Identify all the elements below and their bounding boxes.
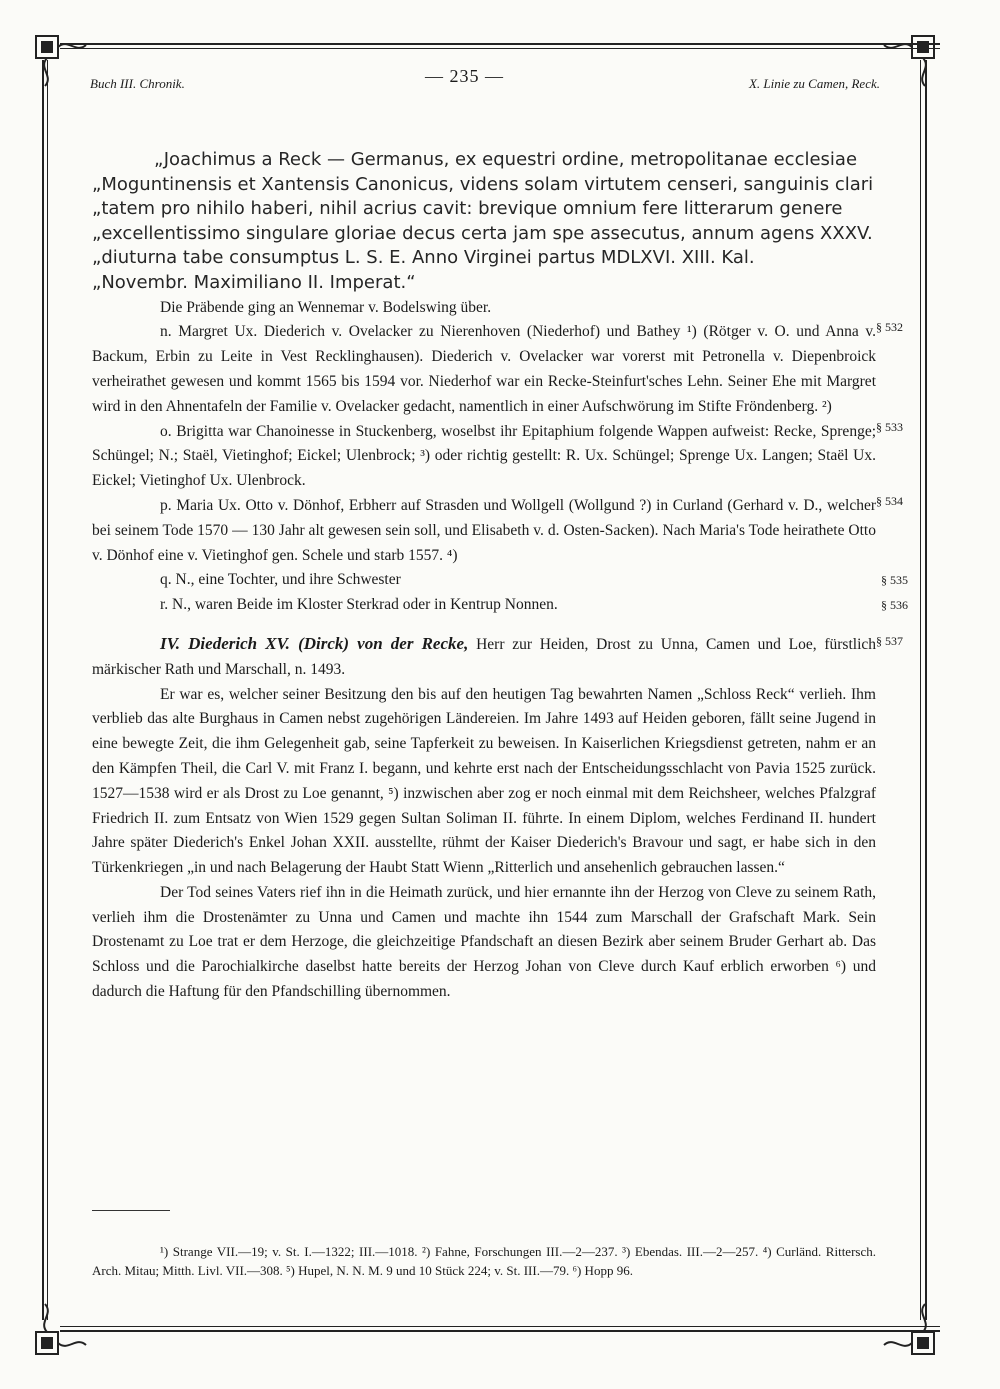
corner-ornament-top-left-icon xyxy=(28,28,88,88)
frame-top xyxy=(60,43,940,45)
paragraph-r: r. N., waren Beide im Kloster Sterkrad oder in Kentrup Nonnen. xyxy=(160,596,558,614)
entry-iv xyxy=(92,632,903,683)
section-marker: § 535 xyxy=(881,573,908,588)
section-marker: § 537 xyxy=(876,633,903,648)
entry-r xyxy=(92,593,908,618)
page-number: — 235 — xyxy=(425,66,504,86)
footnote-rule xyxy=(92,1210,170,1211)
paragraph-der-tod: Der Tod seines Vaters rief ihn in die Heimath zurück, und hier ernannte ihn der Herzog von Cleve zu seinem Rath, verlieh ihm die Drostenämter zu Unna und Camen und machte ihn 1544 zum Marschall der Grafschaft Mark. Sein Drostenamt zu Loe trat er dem Herzoge, die gleichzeitige Pfandschaft an diesen Bezirk aber seinem Bruder Gerhart ab. Das Schloss und die Parochialkirche daselbst hatte bereits der Herzog Johan von Cleve durch Kauf erblich erworben ⁶) und dadurch die Haftung für den Pfandschilling übernommen. xyxy=(92,883,876,1001)
frame-bottom-inner xyxy=(60,1326,940,1327)
heading-label: IV. Diederich XV. (Dirck) von der Recke, xyxy=(160,633,469,653)
epitaph-line: „Moguntinensis et Xantensis Canonicus, videns solam virtutem censeri, sanguinis clari xyxy=(92,173,874,195)
frame-right-inner xyxy=(920,60,921,1320)
footnotes xyxy=(92,1242,876,1280)
heading-text: Herr zur Heiden, Drost zu Unna, Camen und Loe, fürstlich märkischer Rath und Marschall, n. 1493. xyxy=(92,635,877,678)
corner-ornament-bottom-right-icon xyxy=(882,1302,942,1362)
frame-bottom xyxy=(60,1330,940,1332)
epitaph-line: „diuturna tabe consumptus L. S. E. Anno Virginei partus MDLXVI. XIII. Kal. xyxy=(92,247,755,269)
epitaph-line: „tatem pro nihilo haberi, nihil acrius cavit: brevique omnium fere litterarum genere xyxy=(92,198,843,220)
paragraph-brigitta: o. Brigitta war Chanoinesse in Stuckenberg, woselbst ihr Epitaphium folgende Wappen aufweist: Recke, Sprenge; Schüngel; N.; Staël, Vietinghof; Eickel; Ulenbrock; ³) oder richtig gestellt: R. Ux. Schüngel; Sprenge Ux. Langen; Staël Ux. Eickel; Vietinghof Ux. Ulenbrock. xyxy=(92,422,876,490)
heading-diederich xyxy=(92,632,876,683)
section-marker: § 532 xyxy=(876,320,903,335)
entry-q xyxy=(92,568,908,593)
paragraph-maria: p. Maria Ux. Otto v. Dönhof, Erbherr auf Strasden und Wollgell (Wollgund ?) in Curland (Gerhard v. D., welcher bei seinem Tode 1570 — 130 Jahr alt gewesen sein soll, und Elisabeth v. d. Osten-Sacken). Nach Maria's Tode heirathete Otto v. Dönhof eine v. Vietinghof gen. Schele und starb 1557. ⁴) xyxy=(92,496,876,564)
epitaph-line: „Joachimus a Reck — Germanus, ex equestri ordine, metropolitanae ecclesiae xyxy=(154,149,858,170)
epitaph-line: „excellentissimo singulare gloriae decus certa jam spe assecutus, annum agens XXXV. xyxy=(92,222,873,244)
frame-right xyxy=(925,60,927,1320)
header-section-title: X. Linie zu Camen, Reck. xyxy=(748,76,880,91)
epitaph-line: „Novembr. Maximiliano II. Imperat.“ xyxy=(92,271,416,293)
section-marker: § 534 xyxy=(876,493,903,508)
paragraph-q: q. N., eine Tochter, und ihre Schwester xyxy=(160,571,401,589)
epitaph-inscription xyxy=(92,148,876,296)
paragraph-margret: n. Margret Ux. Diederich v. Ovelacker zu Nierenhoven (Niederhof) und Bathey ¹) (Rötger v. O. und Anna v. Backum, Erbin zu Leite in Vest Recklinghausen). Diederich v. Ovelacker war vorerst mit Petronella v. Diepenbroick verheirathet gewesen und kommt 1565 bis 1594 vor. Niederhof war ein Recke-Steinfurt'sches Lehn. Seiner Ehe mit Margret wird in den Ahnentafeln der Familie v. Ovelacker gedacht, namentlich in einer Aufschwörung im Stifte Fröndenberg. ²) xyxy=(92,323,876,415)
header-book-title: Buch III. Chronik. xyxy=(90,76,185,91)
section-marker: § 536 xyxy=(881,598,908,613)
page-body xyxy=(92,148,908,1005)
paragraph-er-war-es: Er war es, welcher seiner Besitzung den bis auf den heutigen Tag bewahrten Namen „Schloss Reck“ verlieh. Ihm verblieb das alte Burghaus in Camen nebst zugehörigen Ländereien. Im Jahre 1493 auf Heiden geboren, fällt seine Jugend in eine bewegte Zeit, die ihm Gelegenheit gab, seine Tapferkeit zu beweisen. In Kaiserlichen Kriegsdienst getreten, nahm er an den Kämpfen Theil, die Carl V. mit Franz I. begann, und kehrte erst nach der Entscheidungsschlacht von Pavia 1525 zurück. 1527—1538 wird er als Drost zu Loe genannt, ⁵) inzwischen aber zog er noch einmal mit dem Reichsheer, welches Pfalzgraf Friedrich II. zum Entsatz von Wien 1529 gegen Sultan Soliman II. führte. In einem Diplom, welches Ferdinand II. hundert Jahre später Diederich's Enkel Johan XXII. ausstellte, rühmt der Kaiser Diederich's Bravour und sagt, er habe sich in den Türkenkriegen „in und nach Belagerung der Haubt Statt Wienn „Ritterlich und ansehenlich gebrauchen lassen.“ xyxy=(92,685,876,877)
frame-left-inner xyxy=(47,60,48,1320)
frame-top-inner xyxy=(60,48,940,49)
entry-n xyxy=(92,320,903,419)
running-header xyxy=(90,66,880,96)
entry-o xyxy=(92,419,903,494)
section-marker: § 533 xyxy=(876,419,903,434)
corner-ornament-bottom-left-icon xyxy=(28,1302,88,1362)
footnote-text: ¹) Strange VII.—19; v. St. I.—1322; III.—1018. ²) Fahne, Forschungen III.—2—237. ³) Ebendas. III.—2—257. ⁴) Curländ. Rittersch. Arch. Mitau; Mitth. Livl. VII.—308. ⁵) Hupel, N. N. M. 9 und 10 Stück 224; v. St. III.—79. ⁶) Hopp 96. xyxy=(92,1244,876,1278)
entry-p xyxy=(92,493,903,568)
frame-left xyxy=(42,60,44,1320)
paragraph-prabende: Die Präbende ging an Wennemar v. Bodelswing über. xyxy=(160,298,492,316)
corner-ornament-top-right-icon xyxy=(882,28,942,88)
